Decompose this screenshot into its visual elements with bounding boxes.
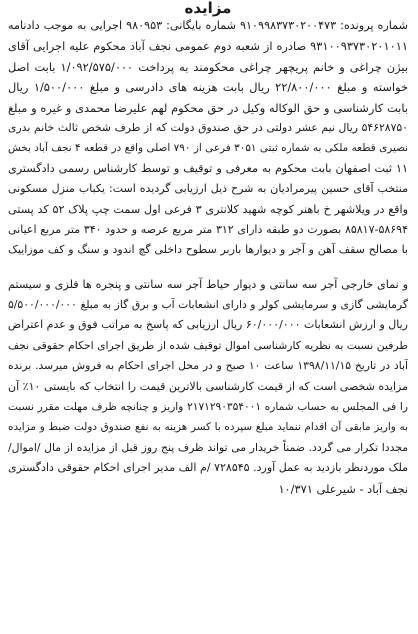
notice-paragraph-1 [8, 16, 408, 261]
text-line: را فی المجلس به حساب شماره ۲۱۷۱۲۹۰۳۵۴۰۰۱ واریز و چنانچه ظرف مهلت مقرر نسبت [8, 401, 408, 414]
text-line: به واریز مابقی آن اقدام ننماید مبلغ سپرده با کسر هزینه به نفع صندوق دولت ضبط و مزایده [8, 421, 408, 434]
text-line: نجف آباد - شیرعلی ۱۰/۳۷۱ [278, 481, 408, 496]
text-line: ریال و ارزش انشعابات ۶۰/۰۰۰/۰۰۰ ریال ارزیابی که پاسخ به مراتب فوق و عدم اعتراض [8, 318, 408, 332]
text-line: ملک موردنظر بازدید به عمل آورد. ۷۲۸۵۴۵ /م الف مدیر اجرای احکام حقوقی دادگستری [8, 461, 408, 475]
paragraph-gap [8, 261, 408, 275]
text-line: آباد در تاریخ ۱۳۹۸/۱۱/۱۵ ساعت ۱۰ صبح و در محل اجرای احکام به فروش میرسد. برنده [8, 359, 408, 373]
text-line: ۸۵۸۱۷-۵۸۶۹۴ بصورت دو طبقه دارای ۳۱۲ متر مربع عرصه و حدود ۳۴۰ متر مربع اعیانی [8, 222, 408, 236]
text-line: ۱۱ ثبت اصفهان بابت محکوم به معرفی و توقیف و توسط کارشناس رسمی دادگستری [8, 161, 408, 175]
notice-title: مزایده [184, 0, 232, 17]
text-line: و نمای خارجی آجر سه سانتی و دیوار حیاط آجر سه سانتی و پنجره ها فلزی و سیستم [8, 277, 408, 291]
notice-paragraph-2 [8, 275, 408, 499]
text-line: نصیری قطعه ملکی به شماره ثبتی ۳۰۵۱ فرعی از ۷۹۰ اصلی واقع در قطعه ۴ نجف آباد بخش [8, 142, 408, 155]
text-line: ۵۴۶۲۸۷۵۰ ریال نیم عشر دولتی در حق صندوق دولت که از طرف شخص ثالث خانم بدری [8, 120, 408, 134]
text-line: طرفین نسبت به نظریه کارشناسی اموال توقیف شده از طریق اجرای احکام حقوقی نجف [8, 338, 408, 352]
text-line: گرمایشی گازی و سرمایشی کولر و دارای انشعابات آب و برق گاز به مبلغ ۵/۵۰۰/۰۰۰/۰۰۰ [8, 298, 408, 312]
text-line: با مصالح سقف آهن و آجر و دیوارها باربر سطوح داخلی گچ اندود و سنگ و کف موزاییک [8, 243, 408, 257]
text-line: واقع در ویلاشهر خ باهنر کوچه شهید کلانتری ۳ فرعی اول سمت چپ پلاک ۵۲ کد پستی [8, 202, 408, 216]
text-line: خواسته و مبلغ ۲۲/۸۰۰/۰۰۰ ریال بابت هزینه های دادرسی و مبلغ ۱/۵۰۰/۰۰۰ ریال [8, 80, 408, 95]
text-line: بابت کارشناسی و حق الوکاله وکیل در حق محکوم لهم علیرضا محمدی و غیره و مبلغ [8, 100, 408, 115]
text-line: ۹۳۱۰۰۹۳۷۳۰۲۰۱۰۱۱ صادره از شعبه دوم عمومی نجف آباد محکوم علیه اجرایی آقای [8, 39, 408, 54]
text-line: مزایده شخصی است که از قیمت کارشناسی بالاترین قیمت را انتخاب که بایستی ۱۰٪ آن [8, 379, 408, 393]
text-line: بیژن چراغی و خانم پریچهر چراغی محکومند به پرداخت ۱/۰۹۲/۵۷۵/۰۰۰ بابت اصل [8, 59, 408, 74]
text-line: منتخب آقای حسین پیرمرادیان به شرح ذیل ارزیابی گردیده است: یکباب منزل مسکونی [8, 182, 408, 196]
text-line: شماره پرونده: ۹۱۰۹۹۸۳۷۳۰۲۰۰۴۷۳ شماره بایگانی: ۹۸۰۹۵۳ اجرایی به موجب دادنامه [8, 19, 408, 32]
text-line: مجددا تکرار می گردد. ضمناً خریدار می تواند ظرف پنج روز قبل از مزایده از مال /اموال/ [8, 440, 408, 454]
